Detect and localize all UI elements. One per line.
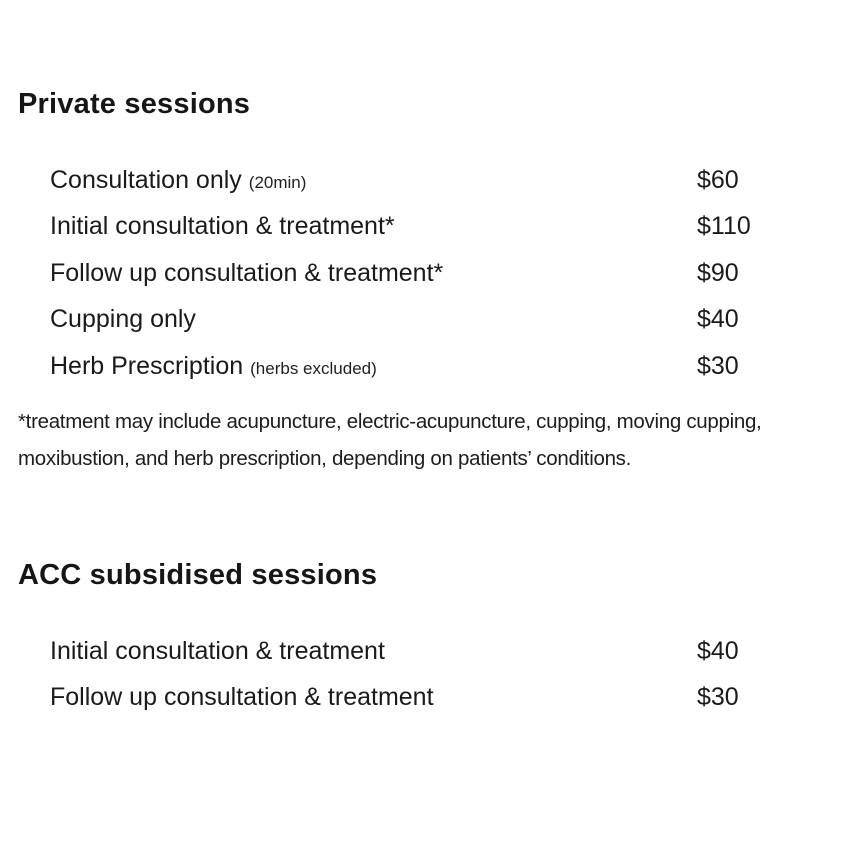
table-row (0, 297, 841, 344)
service-label (0, 683, 434, 712)
service-label (0, 259, 443, 288)
service-price: $60 (697, 165, 739, 194)
service-name: Initial consultation & treatment* (50, 212, 395, 241)
service-label (0, 305, 196, 334)
table-row (0, 675, 841, 722)
service-name: Follow up consultation & treatment (50, 683, 434, 712)
acc-sessions-table (0, 628, 841, 721)
private-sessions-heading: Private sessions (18, 88, 251, 120)
table-row (0, 204, 841, 251)
service-label (0, 352, 377, 381)
service-price: $40 (697, 305, 739, 334)
service-name: Cupping only (50, 305, 196, 334)
service-name: Consultation only (50, 165, 242, 194)
acc-subsidised-sessions-heading: ACC subsidised sessions (18, 559, 378, 591)
service-price: $90 (697, 258, 739, 287)
service-label (0, 166, 306, 195)
footnote-line-1: *treatment may include acupuncture, electric-acupuncture, cupping, moving cupping, (18, 410, 762, 433)
table-row (0, 628, 841, 675)
service-name: Initial consultation & treatment (50, 636, 385, 665)
service-name: Herb Prescription (50, 351, 244, 380)
service-note: (herbs excluded) (250, 358, 377, 378)
table-row (0, 250, 841, 297)
footnote-line-2: moxibustion, and herb prescription, depending on patients’ conditions. (18, 446, 632, 470)
service-note: (20min) (248, 172, 307, 192)
service-name: Follow up consultation & treatment* (50, 258, 444, 287)
service-price: $40 (697, 636, 739, 665)
service-price: $30 (697, 683, 739, 712)
treatment-footnote (18, 404, 818, 477)
table-row (0, 343, 841, 390)
table-row (0, 157, 841, 204)
private-sessions-table (0, 157, 841, 390)
service-label (0, 212, 395, 241)
service-price: $30 (697, 351, 739, 380)
service-price: $110 (697, 212, 751, 241)
service-label (0, 637, 385, 666)
